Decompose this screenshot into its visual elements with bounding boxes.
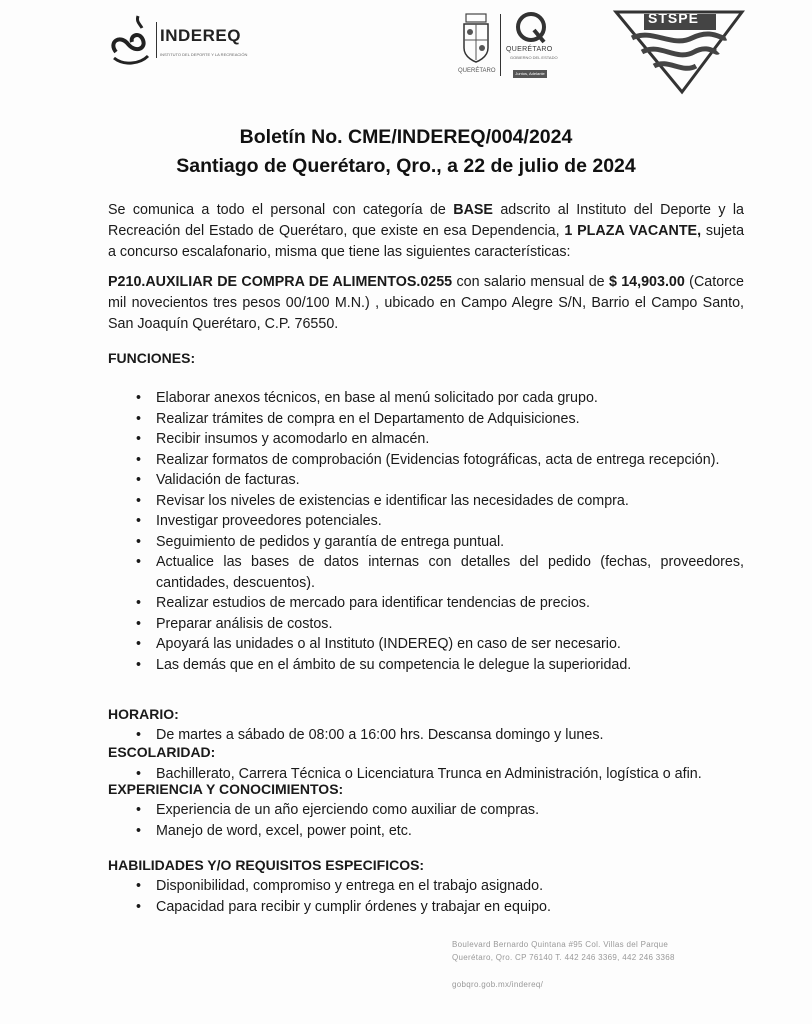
position-code: P210.AUXILIAR DE COMPRA DE ALIMENTOS.0255 — [108, 274, 453, 290]
list-item: • Validación de facturas. — [108, 470, 744, 491]
experiencia-heading: EXPERIENCIA Y CONOCIMIENTOS: — [108, 781, 344, 797]
list-item: • Las demás que en el ámbito de su competencia le delegue la superioridad. — [108, 655, 744, 676]
horario-heading: HORARIO: — [108, 706, 179, 722]
intro-text-2: adscrito al Instituto del Deporte y la Recreación del Estado de Querétaro, que existe en esa Dependencia, — [108, 202, 744, 239]
list-item: • Preparar análisis de costos. — [108, 614, 744, 635]
bullet-icon: • — [136, 878, 142, 894]
bullet-icon: • — [136, 802, 142, 818]
horario-list — [108, 725, 788, 746]
bullet-icon: • — [136, 492, 142, 509]
list-item: • Seguimiento de pedidos y garantía de entrega puntual. — [108, 532, 744, 553]
bullet-icon: • — [136, 554, 142, 570]
list-item: • Realizar formatos de comprobación (Evidencias fotográficas, acta de entrega recepción). — [108, 450, 744, 471]
funciones-heading: FUNCIONES: — [108, 350, 196, 366]
bullet-icon: • — [136, 636, 142, 652]
intro-text-3: sujeta a concurso escalafonario, misma que tiene las siguientes características: — [108, 223, 745, 260]
indereq-subtitle: INSTITUTO DEL DEPORTE Y LA RECREACIÓN — [160, 52, 248, 57]
footer-web: gobqro.gob.mx/indereq/ — [452, 980, 544, 989]
list-item: • Realizar trámites de compra en el Departamento de Adquisiciones. — [108, 409, 744, 430]
qro-coat-of-arms-icon — [458, 12, 494, 66]
list-item: • Investigar proveedores potenciales. — [108, 511, 744, 532]
escolaridad-heading: ESCOLARIDAD: — [108, 744, 216, 760]
position-rest: (Catorce mil novecientos tres pesos 00/100 M.N.) , ubicado en Campo Alegre S/N, Barrio el Campo Santo, San Joaquín Querétaro, C.P. 76550. — [108, 274, 745, 332]
list-item: • Realizar estudios de mercado para identificar tendencias de precios. — [108, 593, 744, 614]
position-mid: con salario mensual de — [452, 274, 609, 290]
bullet-icon: • — [136, 898, 142, 915]
bulletin-number: Boletín No. CME/INDEREQ/004/2024 — [239, 126, 573, 148]
list-item: • Apoyará las unidades o al Instituto (INDEREQ) en caso de ser necesario. — [108, 634, 744, 655]
list-item: • Recibir insumos y acomodarlo en almacén. — [108, 429, 744, 450]
bullet-icon: • — [136, 766, 142, 782]
bullet-icon: • — [136, 822, 142, 839]
list-item: • Actualice las bases de datos internas con detalles del pedido (fechas, proveedores, cantidades, descuentos). — [136, 554, 744, 591]
list-item: • Experiencia de un año ejerciendo como auxiliar de compras. — [108, 800, 788, 821]
intro-paragraph — [108, 200, 744, 263]
indereq-logo-icon — [106, 12, 156, 68]
indereq-name: INDEREQ — [160, 26, 241, 45]
bullet-icon: • — [136, 727, 142, 743]
qro-q-logo-icon — [514, 10, 548, 46]
list-item: • Manejo de word, excel, power point, etc. — [108, 821, 788, 842]
bullet-icon: • — [136, 431, 142, 447]
intro-bold-vacancy: 1 PLAZA VACANTE, — [564, 223, 702, 239]
bullet-icon: • — [136, 656, 142, 673]
list-item: • De martes a sábado de 08:00 a 16:00 hrs. Descansa domingo y lunes. — [108, 725, 788, 746]
stspe-label: STSPE — [648, 10, 699, 26]
qro-badge: Juntos, Adelante — [513, 70, 547, 78]
funciones-list — [108, 388, 744, 675]
header-divider — [156, 22, 157, 58]
position-salary: $ 14,903.00 — [608, 274, 685, 290]
bullet-icon: • — [136, 595, 142, 611]
habilidades-list — [108, 876, 788, 917]
list-item: • Revisar los niveles de existencias e identificar las necesidades de compra. — [108, 491, 744, 512]
bullet-icon: • — [136, 451, 142, 468]
bullet-icon: • — [136, 390, 142, 406]
qro-label: QUERÉTARO — [458, 68, 496, 74]
qro-sub: GOBIERNO DEL ESTADO — [510, 55, 558, 60]
qro-name: QUERÉTARO — [506, 46, 553, 53]
bullet-icon: • — [136, 472, 142, 488]
bullet-icon: • — [136, 533, 142, 550]
intro-bold-base: BASE — [453, 202, 493, 218]
list-item: • Capacidad para recibir y cumplir órdenes y trabajar en equipo. — [108, 897, 788, 918]
footer-address-line1: Boulevard Bernardo Quintana #95 Col. Villas del Parque — [452, 940, 669, 949]
list-item: • Bachillerato, Carrera Técnica o Licenciatura Trunca en Administración, logística o afin. — [108, 764, 788, 785]
intro-text-1: Se comunica a todo el personal con categoría de — [108, 202, 454, 218]
bulletin-place-date: Santiago de Querétaro, Qro., a 22 de julio de 2024 — [176, 155, 636, 177]
habilidades-heading: HABILIDADES Y/O REQUISITOS ESPECIFICOS: — [108, 857, 425, 873]
position-paragraph — [108, 272, 744, 335]
experiencia-list — [108, 800, 788, 841]
bullet-icon: • — [136, 513, 142, 529]
header-divider-2 — [500, 14, 501, 76]
bullet-icon: • — [136, 615, 142, 632]
bullet-icon: • — [136, 410, 142, 427]
footer-address-line2: Querétaro, Qro. CP 76140 T. 442 246 3369, 442 246 3368 — [452, 953, 675, 962]
list-item: • Elaborar anexos técnicos, en base al menú solicitado por cada grupo. — [108, 388, 744, 409]
list-item: • Disponibilidad, compromiso y entrega en el trabajo asignado. — [108, 876, 788, 897]
